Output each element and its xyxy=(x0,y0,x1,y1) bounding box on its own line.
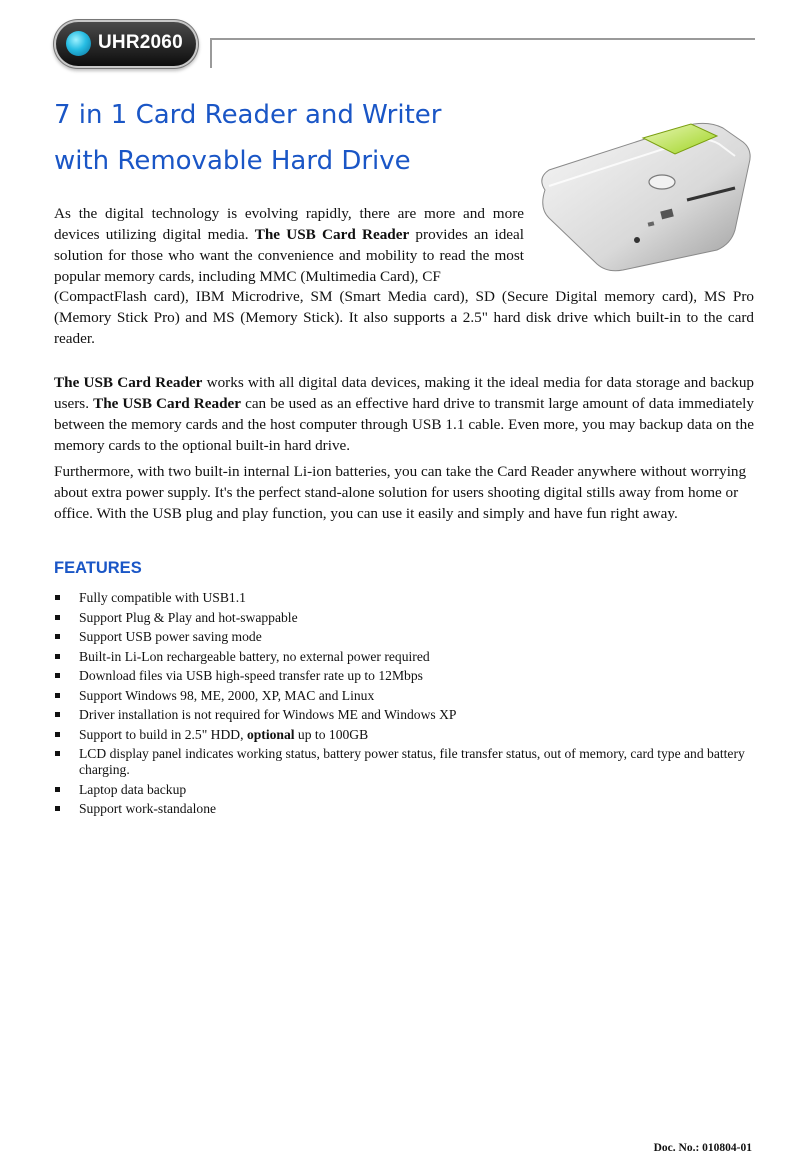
usage-paragraph xyxy=(54,372,754,456)
page-title-line2: with Removable Hard Drive xyxy=(54,146,411,176)
list-item: LCD display panel indicates working status, battery power status, file transfer status, out of memory, card type and battery charging. xyxy=(54,746,754,778)
document-number: Doc. No.: 010804-01 xyxy=(653,1142,752,1154)
list-item: Download files via USB high-speed transfer rate up to 12Mbps xyxy=(54,668,754,684)
list-item xyxy=(54,727,754,743)
list-item: Support work-standalone xyxy=(54,801,754,817)
list-item: Fully compatible with USB1.1 xyxy=(54,590,754,606)
list-item: Support USB power saving mode xyxy=(54,629,754,645)
badge-dot-icon xyxy=(66,31,91,56)
battery-paragraph: Furthermore, with two built-in internal Li-ion batteries, you can take the Card Reader anywhere without worrying about extra power supply. It's the perfect stand-alone solution for users shooting digital stills away from home or office. With the USB plug and play function, you can use it easily and simply and have fun right away. xyxy=(54,463,747,522)
list-item-text: Support to build in 2.5" HDD, xyxy=(79,726,247,742)
intro-paragraph-cont: (CompactFlash card), IBM Microdrive, SM (Smart Media card), SD (Secure Digital memory card), MS Pro (Memory Stick Pro) and MS (Memory Stick). It also supports a 2.5" hard disk drive which built-in to the card reader. xyxy=(54,288,754,347)
list-item: Laptop data backup xyxy=(54,782,754,798)
list-item: Support Windows 98, ME, 2000, XP, MAC and Linux xyxy=(54,688,754,704)
intro-product-name: The USB Card Reader xyxy=(254,226,410,243)
usage-product-name-2: The USB Card Reader xyxy=(93,395,242,412)
page-title-line1: 7 in 1 Card Reader and Writer xyxy=(54,100,442,130)
list-item-bold: optional xyxy=(246,726,295,742)
intro-paragraph xyxy=(54,203,524,287)
header-rule-tick xyxy=(210,38,212,68)
intro-text-cont: provides an ideal solution for those who want the convenience and mobility to read the most popular memory cards, including MMC (Multimedia Card), CF xyxy=(54,226,525,285)
usage-product-name: The USB Card Reader xyxy=(54,374,203,391)
list-item-tail: up to 100GB xyxy=(294,726,369,742)
list-item: Support Plug & Play and hot-swappable xyxy=(54,610,754,626)
product-badge xyxy=(56,22,196,66)
features-list xyxy=(54,590,754,821)
header-rule xyxy=(210,38,755,40)
intro-text: As the digital technology is evolving rapidly, there are more and more devices utilizing digital media. xyxy=(54,205,524,243)
badge-label: UHR2060 xyxy=(98,32,183,53)
usage-text-cont: can be used as an effective hard drive to transmit large amount of data immediately between the memory cards and the host computer through USB 1.1 cable. Even more, you may backup data on the memory cards to the optional built-in hard drive. xyxy=(54,395,754,454)
usage-text: works with all digital data devices, making it the ideal media for data storage and backup users. xyxy=(54,374,755,412)
list-item: Driver installation is not required for Windows ME and Windows XP xyxy=(54,707,754,723)
list-item: Built-in Li-Lon rechargeable battery, no external power required xyxy=(54,649,754,665)
features-heading: FEATURES xyxy=(54,559,142,577)
card-reader-device-image xyxy=(535,120,753,272)
